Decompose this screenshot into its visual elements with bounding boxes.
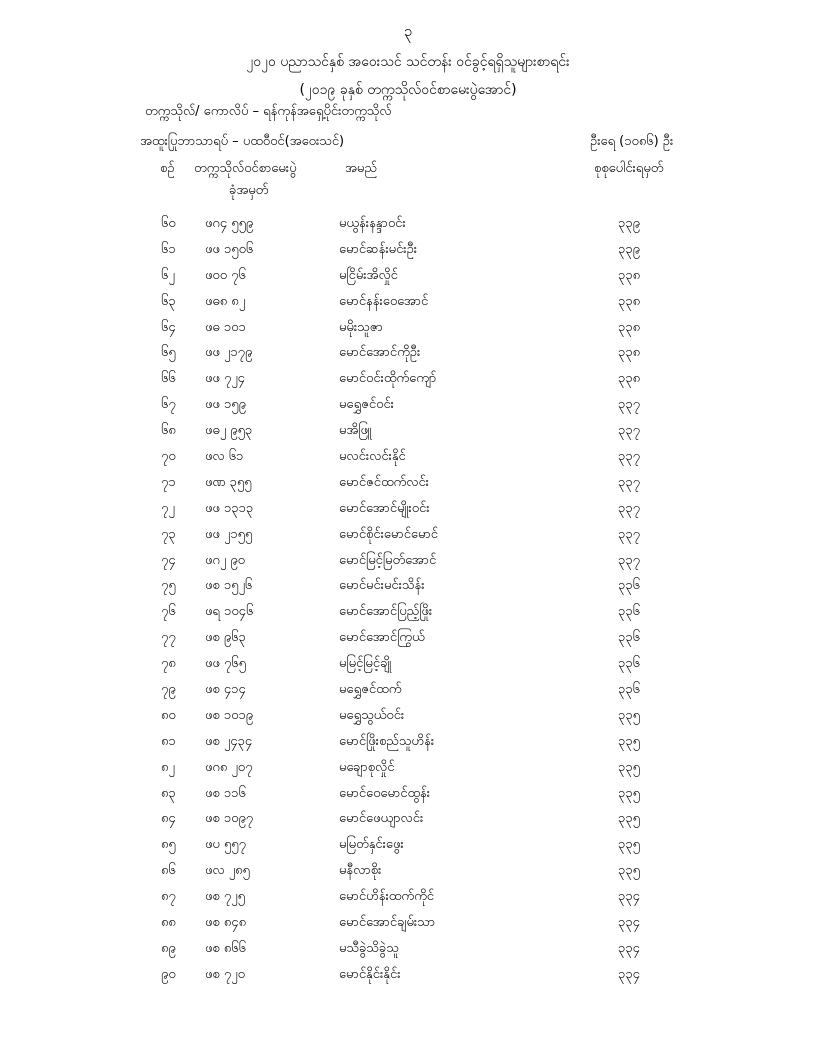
serial-number-cell: ၇၈ bbox=[161, 656, 176, 672]
table-row bbox=[0, 629, 816, 655]
student-name-cell: မောင်မင်းမင်းသိန်း bbox=[339, 578, 425, 594]
total-count: ဦးရေ (၁၀၈၆) ဦး bbox=[590, 134, 674, 149]
marks-cell: ၃၃၇ bbox=[618, 474, 640, 490]
header-total-marks: စုစုပေါင်းရမှတ် bbox=[594, 161, 664, 176]
marks-cell: ၃၃၆ bbox=[618, 630, 640, 646]
student-name-cell: မလင်းလင်းနိုင် bbox=[339, 449, 406, 465]
serial-number-cell: ၈၆ bbox=[161, 863, 176, 879]
serial-number-cell: ၈၂ bbox=[161, 759, 175, 775]
serial-number-cell: ၈၁ bbox=[161, 733, 176, 749]
table-row bbox=[0, 785, 816, 811]
serial-number-cell: ၇၉ bbox=[161, 682, 176, 698]
table-row bbox=[0, 888, 816, 914]
serial-number-cell: ၆၆ bbox=[161, 371, 176, 387]
roll-number-cell: ဖစ ၇၂၀ bbox=[205, 966, 245, 982]
results-list bbox=[0, 215, 816, 992]
page-number: ၃ bbox=[403, 22, 413, 40]
table-row bbox=[0, 707, 816, 733]
table-row bbox=[0, 474, 816, 500]
table-row bbox=[0, 267, 816, 293]
serial-number-cell: ၈၇ bbox=[161, 889, 176, 905]
roll-number-cell: ဖစ ၈၆၆ bbox=[205, 940, 246, 956]
serial-number-cell: ၈၈ bbox=[161, 915, 176, 931]
student-name-cell: မသီခွဲသိခွဲသူ bbox=[339, 940, 399, 956]
serial-number-cell: ၇၅ bbox=[161, 578, 176, 594]
student-name-cell: မောင်အောင်မျိုးဝင်း bbox=[339, 500, 430, 516]
table-row bbox=[0, 422, 816, 448]
roll-number-cell: ဖဂ၄ ၅၅၉ bbox=[205, 216, 254, 231]
marks-cell: ၃၃၄ bbox=[618, 889, 640, 905]
roll-number-cell: ဖစ ၁၀၉၇ bbox=[205, 811, 254, 827]
student-name-cell: မမိုးသူဇာ bbox=[339, 319, 383, 335]
student-name-cell: မောင်နန်းဝေအောင် bbox=[339, 293, 429, 309]
header-roll-number-line2: ခုံအမှတ် bbox=[229, 183, 269, 198]
table-row bbox=[0, 552, 816, 578]
table-row bbox=[0, 681, 816, 707]
roll-number-cell: ဖလ ၂၈၅ bbox=[205, 863, 250, 879]
marks-cell: ၃၃၅ bbox=[618, 707, 640, 723]
serial-number-cell: ၇၂ bbox=[161, 500, 175, 516]
table-row bbox=[0, 526, 816, 552]
student-name-cell: မငြိမ်းအိလှိုင် bbox=[339, 267, 398, 283]
roll-number-cell: ဖဖ ၇၆၅ bbox=[205, 656, 246, 672]
roll-number-cell: ဖစ ၄၁၄ bbox=[205, 682, 246, 698]
table-row bbox=[0, 914, 816, 940]
marks-cell: ၃၃၈ bbox=[618, 319, 641, 335]
serial-number-cell: ၆၂ bbox=[161, 267, 175, 283]
roll-number-cell: ဖစ ၇၂၅ bbox=[205, 889, 245, 905]
student-name-cell: မောင်ဖေယျာလင်း bbox=[339, 811, 424, 827]
serial-number-cell: ၈၅ bbox=[161, 837, 176, 853]
roll-number-cell: ဖဖ ၁၅၀၆ bbox=[205, 241, 254, 257]
student-name-cell: မနီလာစိုး bbox=[339, 863, 382, 879]
student-name-cell: မောင်နိုင်းနိုင်း bbox=[339, 966, 401, 982]
student-name-cell: မရွှေဇင်ထက် bbox=[339, 682, 402, 698]
header-roll-number: တက္ကသိုလ်ဝင်စာမေးပွဲ bbox=[194, 161, 297, 176]
student-name-cell: မောင်ဟိန်းထက်ကိုင် bbox=[339, 889, 435, 905]
serial-number-cell: ၆၄ bbox=[161, 319, 176, 335]
header-serial-number: စဉ် bbox=[160, 161, 175, 176]
table-row bbox=[0, 966, 816, 992]
table-row bbox=[0, 500, 816, 526]
serial-number-cell: ၉၀ bbox=[161, 966, 176, 982]
document-subtitle: (၂၀၁၉ ခုနှစ် တက္ကသိုလ်ဝင်စာမေးပွဲအောင်) bbox=[299, 82, 517, 98]
table-row bbox=[0, 603, 816, 629]
roll-number-cell: ဖဓ၈ ၈၂ bbox=[205, 293, 246, 309]
student-name-cell: မမြင့်မြင့်ချို bbox=[339, 656, 392, 672]
serial-number-cell: ၆၈ bbox=[161, 423, 176, 439]
marks-cell: ၃၃၈ bbox=[618, 345, 641, 361]
roll-number-cell: ဖရ ၁၀၄၆ bbox=[205, 604, 254, 620]
marks-cell: ၃၃၈ bbox=[618, 293, 641, 309]
marks-cell: ၃၃၅ bbox=[618, 785, 640, 801]
marks-cell: ၃၃၄ bbox=[618, 940, 640, 956]
student-name-cell: မောင်အောင်ကြွယ် bbox=[339, 630, 425, 646]
serial-number-cell: ၈၉ bbox=[161, 940, 176, 956]
table-row bbox=[0, 215, 816, 241]
roll-number-cell: ဖစ ၁၁၆ bbox=[205, 785, 246, 801]
roll-number-cell: ဖဂ၂ ၉၀ bbox=[205, 552, 245, 568]
marks-cell: ၃၃၇ bbox=[618, 397, 640, 413]
roll-number-cell: ဖစ ၈၄၈ bbox=[205, 915, 247, 931]
table-row bbox=[0, 577, 816, 603]
student-name-cell: မရွှေဇင်ဝင်း bbox=[339, 397, 394, 413]
marks-cell: ၃၃၇ bbox=[618, 423, 640, 439]
serial-number-cell: ၆၅ bbox=[161, 345, 176, 361]
serial-number-cell: ၆၀ bbox=[161, 216, 176, 231]
serial-number-cell: ၈၀ bbox=[161, 707, 176, 723]
roll-number-cell: ဖစ ၂၄၃၄ bbox=[205, 733, 253, 749]
student-name-cell: မအိဖြူ bbox=[339, 423, 372, 439]
marks-cell: ၃၃၉ bbox=[618, 241, 640, 257]
roll-number-cell: ဖဓ ၁၀၁ bbox=[205, 319, 246, 335]
serial-number-cell: ၈၃ bbox=[161, 785, 176, 801]
marks-cell: ၃၃၆ bbox=[618, 656, 640, 672]
student-name-cell: မယွန်းနန္ဒာဝင်း bbox=[339, 216, 406, 231]
marks-cell: ၃၃၇ bbox=[618, 526, 640, 542]
marks-cell: ၃၃၈ bbox=[618, 371, 641, 387]
marks-cell: ၃၃၆ bbox=[618, 578, 640, 594]
table-row bbox=[0, 293, 816, 319]
serial-number-cell: ၇၁ bbox=[161, 474, 176, 490]
table-row bbox=[0, 733, 816, 759]
student-name-cell: မောင်အောင်ပြည့်ဖြိုး bbox=[339, 604, 433, 620]
roll-number-cell: ဖစ ၉၆၃ bbox=[205, 630, 246, 646]
serial-number-cell: ၆၁ bbox=[161, 241, 176, 257]
roll-number-cell: ဖပ ၅၅၇ bbox=[205, 837, 246, 853]
table-row bbox=[0, 396, 816, 422]
marks-cell: ၃၃၇ bbox=[618, 500, 640, 516]
marks-cell: ၃၃၇ bbox=[618, 449, 640, 465]
marks-cell: ၃၃၇ bbox=[618, 552, 640, 568]
marks-cell: ၃၃၅ bbox=[618, 811, 640, 827]
serial-number-cell: ၈၄ bbox=[161, 811, 176, 827]
serial-number-cell: ၇၃ bbox=[161, 526, 176, 542]
marks-cell: ၃၃၅ bbox=[618, 733, 640, 749]
table-row bbox=[0, 344, 816, 370]
student-name-cell: မောင်အောင်ချမ်းသာ bbox=[339, 915, 436, 931]
marks-cell: ၃၃၄ bbox=[618, 915, 640, 931]
roll-number-cell: ဖစ ၁၅၂၆ bbox=[205, 578, 253, 594]
marks-cell: ၃၃၅ bbox=[618, 759, 640, 775]
roll-number-cell: ဖဏ ၃၅၅ bbox=[205, 474, 252, 490]
student-name-cell: မောင်အောင်ကိုဦး bbox=[339, 345, 421, 361]
serial-number-cell: ၇၀ bbox=[161, 449, 176, 465]
student-name-cell: မောင်ဝင်းထိုက်ကျော် bbox=[339, 371, 437, 387]
roll-number-cell: ဖလ ၆၁ bbox=[205, 449, 244, 465]
table-row bbox=[0, 759, 816, 785]
table-row bbox=[0, 836, 816, 862]
serial-number-cell: ၆၃ bbox=[161, 293, 176, 309]
roll-number-cell: ဖဖ ၁၅၉ bbox=[205, 397, 246, 413]
student-name-cell: မောင်ဝေမောင်ထွန်း bbox=[339, 785, 431, 801]
roll-number-cell: ဖဝ၀ ၇၆ bbox=[205, 267, 246, 283]
student-name-cell: မမြတ်နှင်းဖွေး bbox=[339, 837, 404, 853]
document-title: ၂၀၂၀ ပညာသင်နှစ် အဝေးသင် သင်တန်း ဝင်ခွင့်ရရှိသူများစာရင်း bbox=[246, 54, 570, 70]
marks-cell: ၃၃၅ bbox=[618, 837, 640, 853]
student-name-cell: မောင်ဖြိုးစည်သူဟိန်း bbox=[339, 733, 435, 749]
marks-cell: ၃၃၆ bbox=[618, 604, 640, 620]
marks-cell: ၃၃၈ bbox=[618, 267, 641, 283]
roll-number-cell: ဖဖ ၁၃၁၃ bbox=[205, 500, 254, 516]
marks-cell: ၃၃၄ bbox=[618, 966, 640, 982]
roll-number-cell: ဖဂ၈ ၂၀၇ bbox=[205, 759, 253, 775]
specialty-line: အထူးပြုဘာသာရပ် – ပထဝီဝင်(အဝေးသင်) bbox=[140, 134, 345, 149]
table-row bbox=[0, 448, 816, 474]
student-name-cell: မောင်ဇင်ထက်လင်း bbox=[339, 474, 429, 490]
table-row bbox=[0, 319, 816, 345]
serial-number-cell: ၇၄ bbox=[161, 552, 176, 568]
serial-number-cell: ၆၇ bbox=[161, 397, 176, 413]
student-name-cell: မောင်မြင့်မြတ်အောင် bbox=[339, 552, 437, 568]
roll-number-cell: ဖစ ၁၀၁၉ bbox=[205, 707, 254, 723]
serial-number-cell: ၇၇ bbox=[161, 630, 176, 646]
marks-cell: ၃၃၅ bbox=[618, 863, 640, 879]
university-line: တက္ကသိုလ်/ ကောလိပ် – ရန်ကုန်အရှေ့ပိုင်းတက္ကသိုလ် bbox=[145, 104, 392, 119]
table-row bbox=[0, 241, 816, 267]
student-name-cell: မချောစုလှိုင် bbox=[339, 759, 395, 775]
roll-number-cell: ဖဖ ၂၁၇၉ bbox=[205, 345, 253, 361]
marks-cell: ၃၃၆ bbox=[618, 682, 640, 698]
roll-number-cell: ဖဖ ၇၂၄ bbox=[205, 371, 245, 387]
student-name-cell: မောင်ဆန်းမင်းဦး bbox=[339, 241, 418, 257]
student-name-cell: မောင်စိုင်းမောင်မောင် bbox=[339, 526, 438, 542]
serial-number-cell: ၇၆ bbox=[161, 604, 176, 620]
table-row bbox=[0, 655, 816, 681]
header-name: အမည် bbox=[345, 161, 377, 176]
student-name-cell: မရွှေသွယ်ဝင်း bbox=[339, 707, 405, 723]
marks-cell: ၃၃၉ bbox=[618, 216, 640, 231]
table-row bbox=[0, 862, 816, 888]
roll-number-cell: ဖဖ ၂၁၅၅ bbox=[205, 526, 253, 542]
roll-number-cell: ဖဓ၂ ၉၅၃ bbox=[205, 423, 253, 439]
table-row bbox=[0, 810, 816, 836]
table-row bbox=[0, 370, 816, 396]
table-row bbox=[0, 940, 816, 966]
